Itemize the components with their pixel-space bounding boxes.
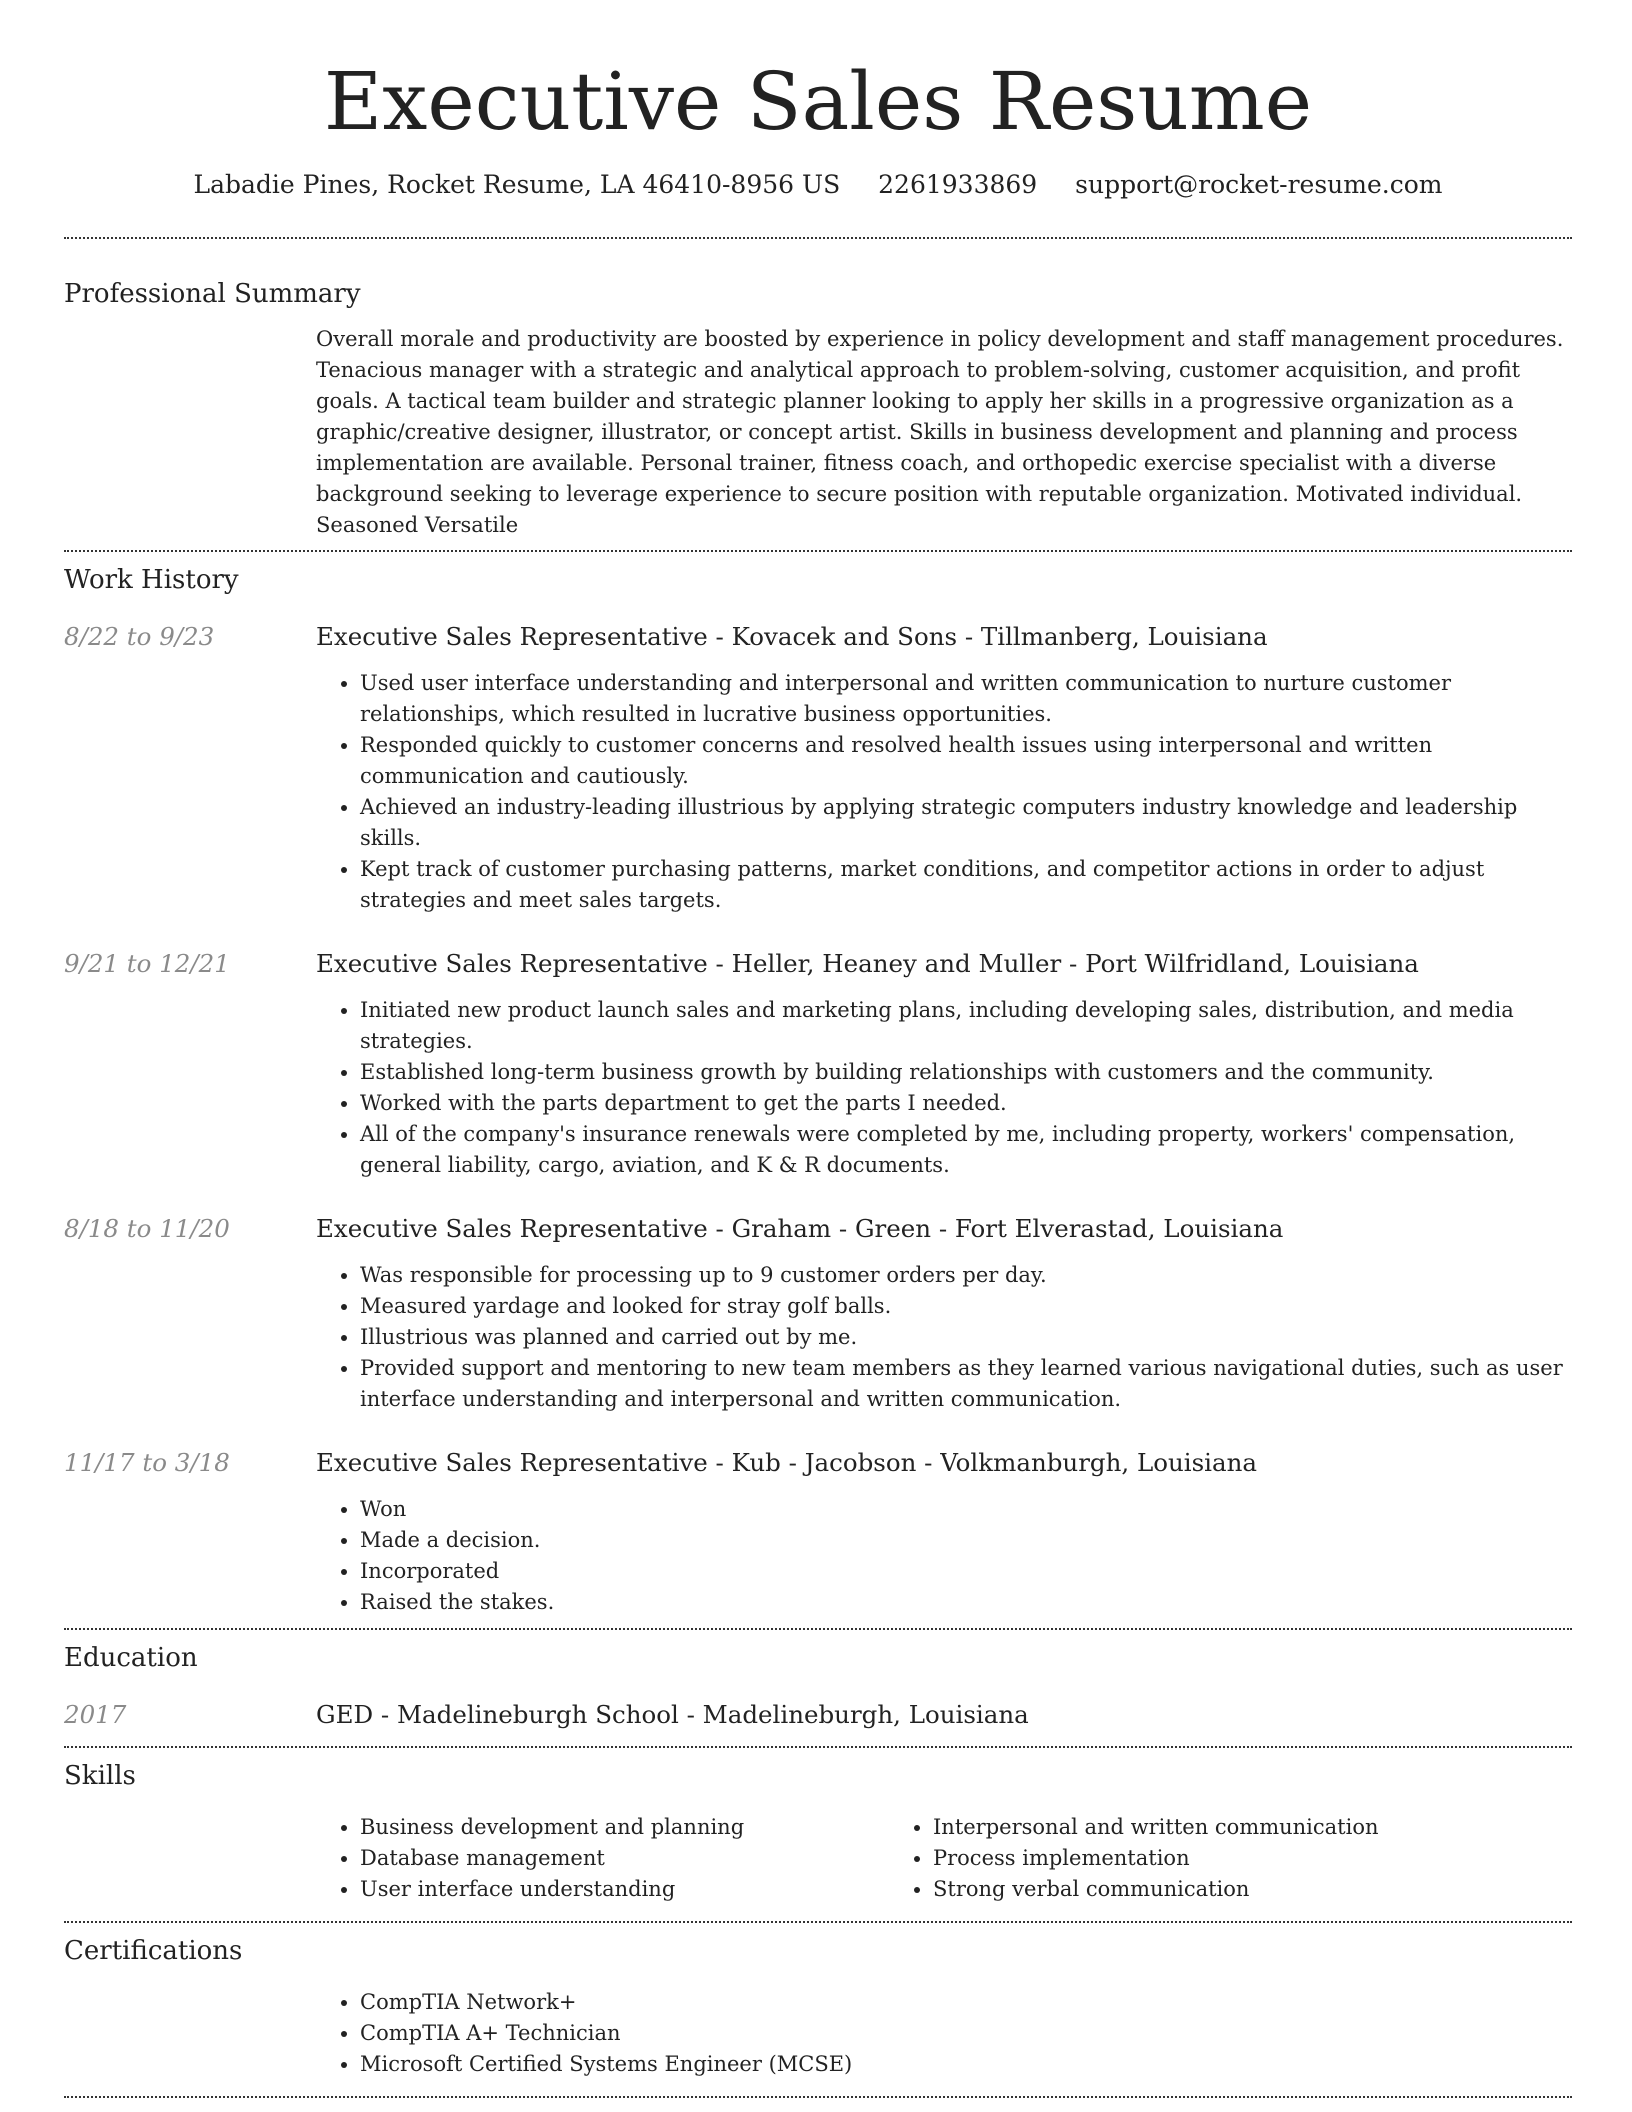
certifications-list — [316, 1987, 1572, 2080]
job-bullet: • Illustrious was planned and carried out by me. — [360, 1322, 1572, 1353]
job-bullet: • Achieved an industry-leading illustrious by applying strategic computers industry knowledge and leadership skills. — [360, 792, 1572, 854]
job-entry — [64, 620, 1572, 916]
job-dates: 11/17 to 3/18 — [64, 1448, 230, 1477]
job-bullet: • Measured yardage and looked for stray golf balls. — [360, 1291, 1572, 1322]
job-bullets — [316, 995, 1572, 1181]
divider — [64, 1921, 1572, 1923]
job-title: Executive Sales Representative - Heller, Heaney and Muller - Port Wilfridland, Louisiana — [316, 949, 1419, 978]
job-bullet: • Responded quickly to customer concerns and resolved health issues using interpersonal and written communication and cautiously. — [360, 730, 1572, 792]
contact-line — [64, 168, 1572, 202]
job-title: Executive Sales Representative - Kovacek and Sons - Tillmanberg, Louisiana — [316, 622, 1268, 651]
skills-column-left — [316, 1812, 889, 1905]
job-title: Executive Sales Representative - Kub - Jacobson - Volkmanburgh, Louisiana — [316, 1448, 1257, 1477]
contact-address: Labadie Pines, Rocket Resume, LA 46410-8956 US — [193, 170, 841, 199]
skill-item: • Strong verbal communication — [933, 1874, 1462, 1905]
job-bullets — [316, 1260, 1572, 1415]
job-bullet: • Raised the stakes. — [360, 1587, 1572, 1618]
section-heading-work: Work History — [64, 565, 239, 595]
education-title: GED - Madelineburgh School - Madelineburgh, Louisiana — [316, 1700, 1029, 1729]
divider — [64, 237, 1572, 239]
job-bullet: • Provided support and mentoring to new team members as they learned various navigational duties, such as user interface understanding and interpersonal and written communication. — [360, 1353, 1572, 1415]
skill-item: • Process implementation — [933, 1843, 1462, 1874]
job-bullet: • Established long-term business growth by building relationships with customers and the community. — [360, 1057, 1572, 1088]
job-bullet: • Used user interface understanding and interpersonal and written communication to nurture customer relationships, which resulted in lucrative business opportunities. — [360, 668, 1572, 730]
job-dates: 8/18 to 11/20 — [64, 1214, 230, 1243]
job-bullet: • Made a decision. — [360, 1525, 1572, 1556]
contact-phone: 2261933869 — [878, 170, 1038, 199]
job-bullet: • All of the company's insurance renewals were completed by me, including property, workers' compensation, general liability, cargo, aviation, and K & R documents. — [360, 1119, 1572, 1181]
job-dates: 8/22 to 9/23 — [64, 622, 215, 651]
education-year: 2017 — [64, 1700, 127, 1729]
divider — [64, 2096, 1572, 2098]
skills-column-right — [889, 1812, 1462, 1905]
job-bullet: • Was responsible for processing up to 9 customer orders per day. — [360, 1260, 1572, 1291]
certification-item: • Microsoft Certified Systems Engineer (MCSE) — [360, 2049, 1572, 2080]
certification-item: • CompTIA A+ Technician — [360, 2018, 1572, 2049]
job-dates: 9/21 to 12/21 — [64, 949, 230, 978]
section-heading-summary: Professional Summary — [64, 279, 361, 309]
job-bullets — [316, 1494, 1572, 1618]
resume-page — [64, 0, 1572, 2098]
job-bullet: • Incorporated — [360, 1556, 1572, 1587]
job-bullet: • Initiated new product launch sales and marketing plans, including developing sales, distribution, and media strategies. — [360, 995, 1572, 1057]
divider — [64, 1628, 1572, 1630]
divider — [64, 1746, 1572, 1748]
skill-item: • User interface understanding — [360, 1874, 889, 1905]
skills-list — [316, 1812, 1572, 1905]
education-entry — [64, 1698, 1572, 1732]
skill-item: • Database management — [360, 1843, 889, 1874]
job-title: Executive Sales Representative - Graham - Green - Fort Elverastad, Louisiana — [316, 1214, 1284, 1243]
skill-item: • Business development and planning — [360, 1812, 889, 1843]
section-heading-certifications: Certifications — [64, 1936, 243, 1966]
divider — [64, 550, 1572, 552]
job-entry — [64, 1212, 1572, 1415]
skill-item: • Interpersonal and written communication — [933, 1812, 1462, 1843]
section-heading-skills: Skills — [64, 1761, 136, 1791]
job-entry — [64, 1446, 1572, 1618]
contact-email[interactable]: support@rocket-resume.com — [1075, 170, 1443, 199]
job-entry — [64, 947, 1572, 1181]
job-bullet: • Worked with the parts department to get the parts I needed. — [360, 1088, 1572, 1119]
job-bullet: • Won — [360, 1494, 1572, 1525]
job-bullet: • Kept track of customer purchasing patterns, market conditions, and competitor actions in order to adjust strategies and meet sales targets. — [360, 854, 1572, 916]
job-bullets — [316, 668, 1572, 916]
section-heading-education: Education — [64, 1643, 198, 1673]
summary-text: Overall morale and productivity are boosted by experience in policy development and staff management procedures. Tenacious manager with a strategic and analytical approach to problem-solving, customer acquisition, and profit goals. A tactical team builder and strategic planner looking to apply her skills in a progressive organization as a graphic/creative designer, illustrator, or concept artist. Skills in business development and planning and process implementation are available. Personal trainer, fitness coach, and orthopedic exercise specialist with a diverse background seeking to leverage experience to secure position with reputable organization. Motivated individual. Seasoned Versatile — [316, 327, 1564, 537]
certification-item: • CompTIA Network+ — [360, 1987, 1572, 2018]
resume-title: Executive Sales Resume — [323, 55, 1313, 148]
